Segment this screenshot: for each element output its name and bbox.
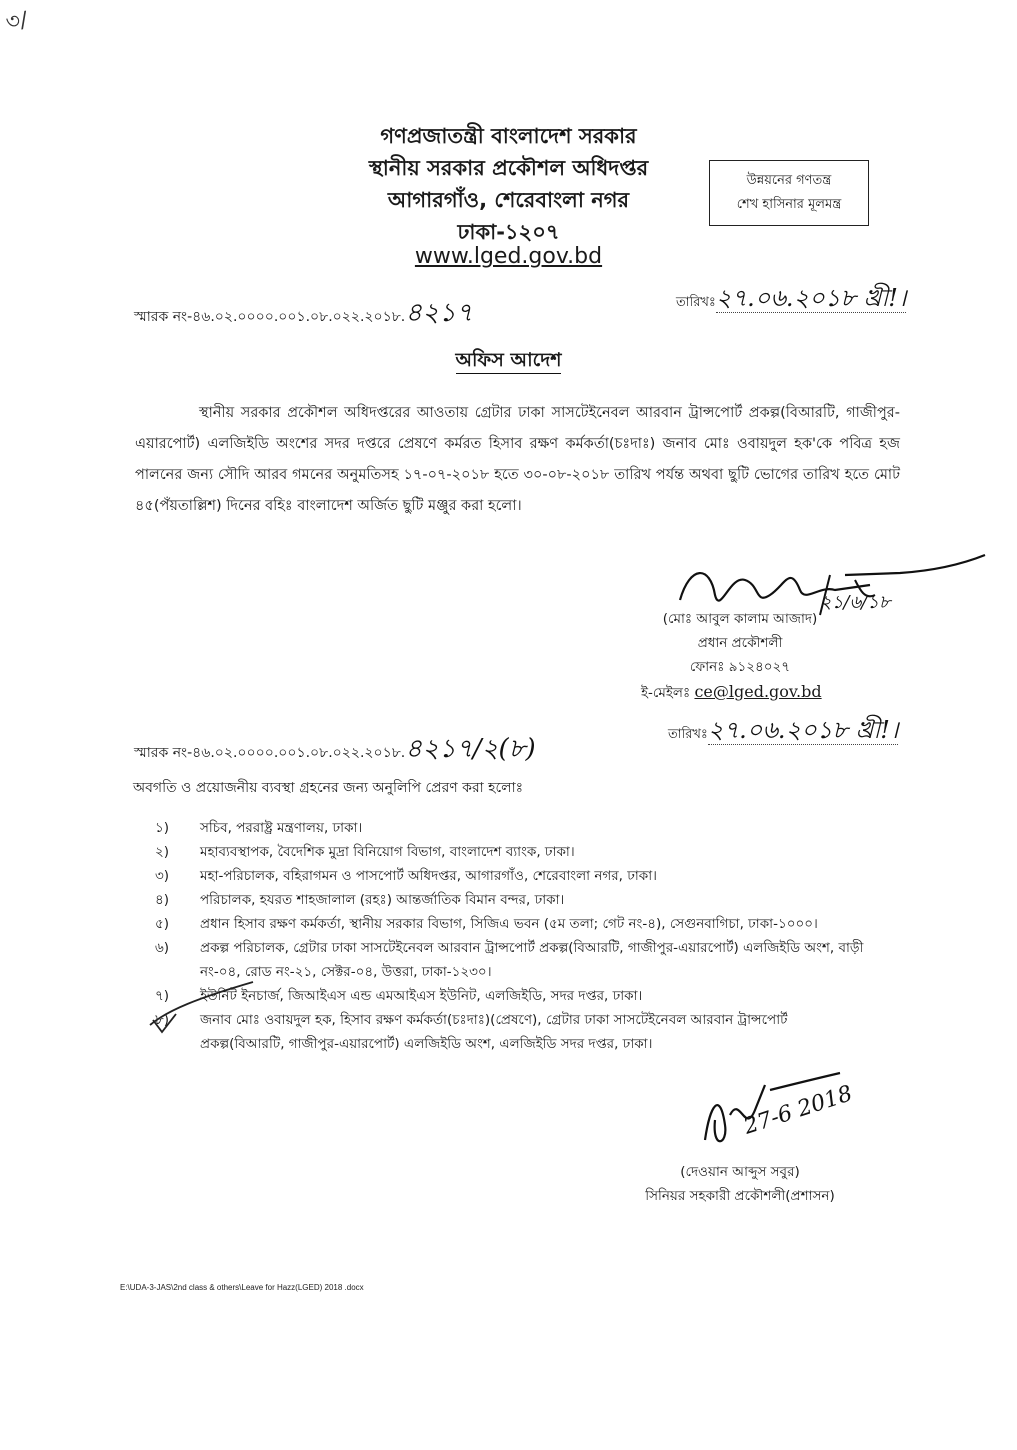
order-body-text: স্থানীয় সরকার প্রকৌশল অধিদপ্তরের আওতায় গ্রেটার ঢাকা সাসটেইনেবল আরবান ট্রান্সপোর্ট প্রকল্প(বিআরটি, গাজীপুর-এয়ারপোর্ট) এলজিইডি অংশের সদর দপ্তরে প্রেষণে কর্মরত হিসাব রক্ষণ কর্মকর্তা(চঃদাঃ) জনাব মোঃ ওবায়দুল হক'কে পবিত্র হজ পালনের জন্য সৌদি আরব গমনের অনুমতিসহ ১৭-০৭-২০১৮ হতে ৩০-০৮-২০১৮ তারিখ পর্যন্ত অথবা ছুটি ভোগের তারিখ হতে মোট ৪৫(পঁয়তাল্লিশ) দিনের বহিঃ বাংলাদেশ অর্জিত ছুটি মঞ্জুর করা হলো। (135, 405, 900, 514)
list-item: ১) সচিব, পররাষ্ট্র মন্ত্রণালয়, ঢাকা। (155, 820, 363, 836)
handwritten-date: ২৭.০৬.২০১৮ খ্রী!। (707, 716, 899, 744)
memo-number-1 (134, 292, 473, 336)
order-body-paragraph (135, 398, 900, 522)
handwritten-tick-mark (148, 980, 258, 1040)
memo-number-2 (134, 728, 536, 772)
slogan-line-1: উন্নয়নের গণতন্ত্র (746, 173, 832, 188)
list-item: ৮) জনাব মোঃ ওবায়দুল হক, হিসাব রক্ষণ কর্মকর্তা(চঃদাঃ)(প্রেষণে), গ্রেটার ঢাকা সাসটেইনেবল আরবান ট্রান্সপোর্ট প্রকল্প(বিআরটি, গাজীপুর-এয়ারপোর্ট) এলজিইডি অংশ, এলজিইডি সদর দপ্তর, ঢাকা। (155, 1012, 788, 1052)
page-number-mark: ৩/ (4, 7, 30, 36)
memo-prefix: স্মারক নং-৪৬.০২.০০০০.০০১.০৮.০২২.২০১৮. (134, 309, 406, 325)
memo-date-1 (676, 280, 906, 320)
memo-handwritten-number: ৪২১৭ (405, 298, 473, 328)
signatory-1-email-row (641, 682, 822, 705)
header-government: গণপ্রজাতন্ত্রী বাংলাদেশ সরকার (380, 124, 637, 148)
signatory-2-designation: সিনিয়র সহকারী প্রকৌশলী(প্রশাসন) (645, 1188, 835, 1204)
slogan-line-2: শেখ হাসিনার মূলমন্ত্র (736, 197, 842, 212)
list-item: ৬) প্রকল্প পরিচালক, গ্রেটার ঢাকা সাসটেইনেবল আরবান ট্রান্সপোর্ট প্রকল্প(বিআরটি, গাজীপুর-এয়ারপোর্ট) এলজিইডি অংশ, বাড়ী নং-০৪, রোড নং-২১, সেক্টর-০৪, উত্তরা, ঢাকা-১২৩০। (155, 940, 864, 980)
list-item: ৫) প্রধান হিসাব রক্ষণ কর্মকর্তা, স্থানীয় সরকার বিভাগ, সিজিএ ভবন (৫ম তলা; গেট নং-৪), সেগুনবাগিচা, ঢাকা-১০০০। (155, 916, 818, 932)
header-department: স্থানীয় সরকার প্রকৌশল অধিদপ্তর (368, 156, 649, 180)
memo-handwritten-number: ৪২১৭/২(৮) (405, 734, 536, 764)
date-label: তারিখঃ (668, 727, 708, 742)
office-order-title: অফিস আদেশ (0, 346, 1017, 378)
list-item: ৭) ইউনিট ইনচার্জ, জিআইএস এন্ড এমআইএস ইউনিট, এলজিইডি, সদর দপ্তর, ঢাকা। (155, 988, 643, 1004)
signatory-1-block (640, 607, 840, 679)
list-item: ৪) পরিচালক, হযরত শাহজালাল (রহঃ) আন্তর্জাতিক বিমান বন্দর, ঢাকা। (155, 892, 565, 908)
memo-prefix: স্মারক নং-৪৬.০২.০০০০.০০১.০৮.০২২.২০১৮. (134, 745, 406, 761)
memo-date-2 (668, 712, 898, 752)
slogan-box (709, 160, 869, 226)
copy-to-list (155, 816, 875, 1056)
list-item: ২) মহাব্যবস্থাপক, বৈদেশিক মুদ্রা বিনিয়োগ বিভাগ, বাংলাদেশ ব্যাংক, ঢাকা। (155, 844, 575, 860)
copy-to-intro: অবগতি ও প্রয়োজনীয় ব্যবস্থা গ্রহনের জন্য অনুলিপি প্রেরণ করা হলোঃ (133, 780, 524, 796)
signature-date-1: ২১/৬/১৮ (820, 592, 891, 613)
signatory-1-phone: ফোনঃ ৯১২৪০২৭ (689, 659, 791, 675)
date-label: তারিখঃ (676, 295, 716, 310)
signatory-1-designation: প্রধান প্রকৌশলী (697, 635, 783, 651)
list-item: ৩) মহা-পরিচালক, বহিরাগমন ও পাসপোর্ট অধিদপ্তর, আগারগাঁও, শেরেবাংলা নগর, ঢাকা। (155, 868, 657, 884)
signatory-2-block (615, 1160, 865, 1208)
signatory-1-name: (মোঃ আবুল কালাম আজাদ) (662, 611, 818, 627)
header-city: ঢাকা-১২০৭ (457, 220, 560, 244)
signatory-2-name: (দেওয়ান আব্দুস সবুর) (680, 1164, 800, 1180)
email-link[interactable]: ce@lged.gov.bd (694, 682, 822, 701)
header-website-link[interactable]: www.lged.gov.bd (414, 244, 603, 269)
header-address: আগারগাঁও, শেরেবাংলা নগর (387, 188, 630, 212)
handwritten-date: ২৭.০৬.২০১৮ খ্রী!। (715, 284, 907, 312)
file-path-footer: E:\UDA-3-JAS\2nd class & others\Leave for Hazz(LGED) 2018 .docx (120, 1283, 364, 1292)
email-label: ই-মেইলঃ (641, 685, 691, 701)
signature-date-2: 27-6 2018 (740, 1081, 856, 1140)
